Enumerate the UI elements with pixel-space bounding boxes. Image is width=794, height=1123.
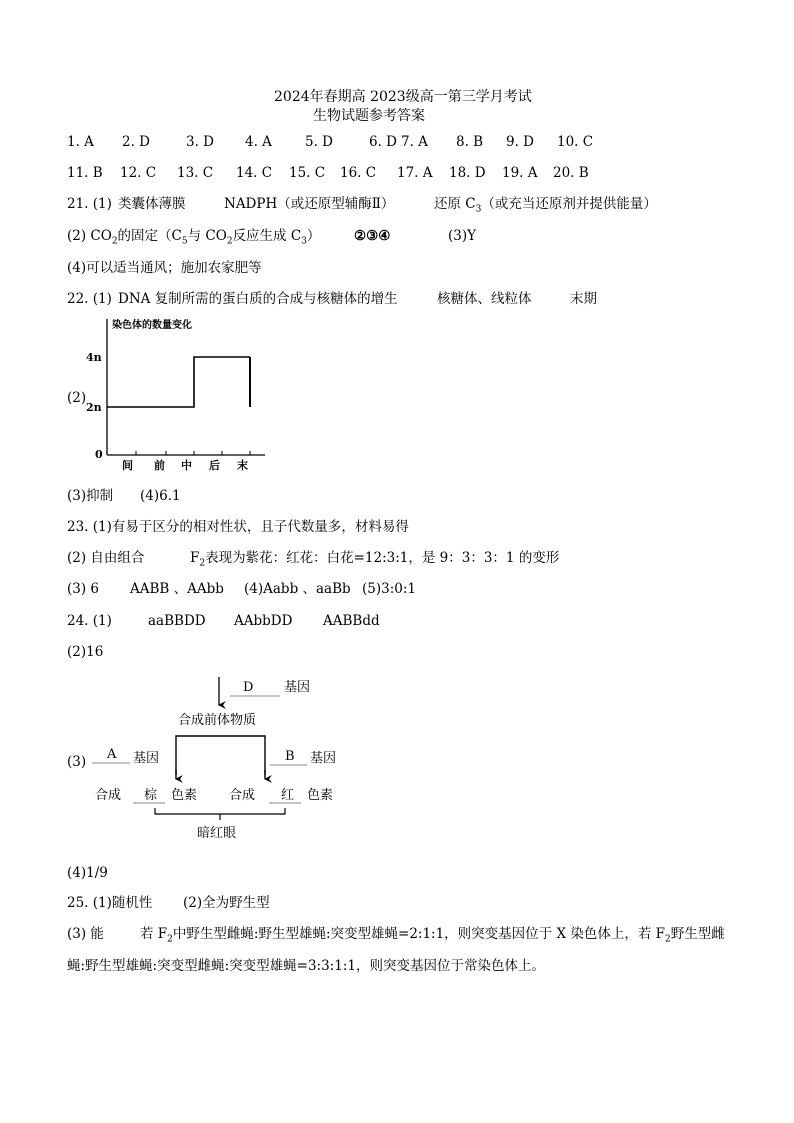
q24-part1-answer-a: aaBBDD bbox=[148, 613, 206, 629]
b-gene-label: 基因 bbox=[310, 751, 337, 766]
q24-part3-label: (3) bbox=[67, 754, 87, 770]
mc-answer-item: 15. C bbox=[289, 165, 326, 181]
exam-subtitle: 生物试题参考答案 bbox=[313, 108, 425, 124]
left-pigment-label: 色素 bbox=[171, 788, 198, 803]
q21-part1-number: 21. (1) bbox=[67, 196, 112, 212]
x-tick-label-4: 末 bbox=[237, 459, 248, 472]
b-gene-letter: B bbox=[285, 749, 295, 764]
q22-part3-answer: (3)抑制 bbox=[67, 488, 114, 504]
q22-part1-answer-a: DNA 复制所需的蛋白质的合成与核糖体的增生 bbox=[118, 291, 398, 307]
mc-answer-item: 7. A bbox=[401, 134, 428, 150]
q23-part2-answer-a: (2) 自由组合 bbox=[67, 550, 145, 566]
series-line bbox=[107, 357, 250, 407]
q25-part2-answer: (2)全为野生型 bbox=[183, 895, 270, 911]
d-gene-label: 基因 bbox=[284, 680, 311, 695]
mc-answer-item: 19. A bbox=[502, 165, 538, 181]
q21-part1-answer-b: NADPH（或还原型辅酶Ⅱ） bbox=[224, 196, 395, 212]
mc-answer-item: 14. C bbox=[236, 165, 273, 181]
combine-bracket bbox=[155, 808, 285, 820]
q21-part4-answer: (4)可以适当通风；施加农家肥等 bbox=[67, 260, 262, 276]
q21-part1-answer-a: 类囊体薄膜 bbox=[118, 196, 186, 212]
eye-color-pathway-diagram bbox=[85, 675, 365, 845]
mc-answer-item: 17. A bbox=[397, 165, 433, 181]
q23-part1-answer: 23. (1)有易于区分的相对性状，且子代数量多，材料易得 bbox=[67, 519, 409, 535]
q22-part4-answer: (4)6.1 bbox=[140, 488, 181, 504]
q24-part2-answer: (2)16 bbox=[67, 644, 104, 660]
q22-part2-label: (2) bbox=[67, 390, 87, 406]
result-label: 暗红眼 bbox=[197, 826, 237, 841]
right-synthesis-label: 合成 bbox=[229, 788, 256, 803]
right-color-answer: 红 bbox=[281, 788, 295, 803]
q22-part1-answer-b: 核糖体、线粒体 bbox=[437, 291, 532, 307]
q23-part3-answer-b: AABB 、AAbb bbox=[130, 581, 224, 597]
precursor-label: 合成前体物质 bbox=[178, 713, 257, 728]
a-gene-letter: A bbox=[107, 747, 117, 762]
q23-part4-answer: (4)Aabb 、aaBb bbox=[244, 581, 351, 597]
chromosome-count-chart bbox=[82, 313, 272, 473]
mc-answer-item: 9. D bbox=[506, 134, 534, 150]
q24-part4-answer: (4)1/9 bbox=[67, 865, 108, 881]
q22-part1-number: 22. (1) bbox=[67, 291, 112, 307]
mc-answer-item: 20. B bbox=[553, 165, 589, 181]
q25-part3-answer-b: 若 $F_2$中野生型雌蝇:野生型雄蝇:突变型雄蝇=2:1:1，则突变基因位于 X 染色体上，若 $F_2$野生型雌 bbox=[140, 926, 725, 945]
q21-part2-answer-a: (2) $CO_2$的固定（$C_5$与 $CO_2$反应生成 $C_3$） bbox=[67, 228, 321, 247]
q21-part2-answer-b: ②③④ bbox=[354, 228, 391, 244]
left-synthesis-label: 合成 bbox=[95, 788, 122, 803]
mc-answer-item: 10. C bbox=[557, 134, 594, 150]
y-tick-2n: 2n bbox=[86, 401, 102, 414]
mc-answer-item: 1. A bbox=[67, 134, 94, 150]
mc-answer-item: 8. B bbox=[456, 134, 484, 150]
q25-part1-answer: 25. (1)随机性 bbox=[67, 895, 153, 911]
q22-part1-answer-c: 末期 bbox=[570, 291, 597, 307]
q24-part1-answer-b: AAbbDD bbox=[234, 613, 293, 629]
mc-answer-item: 4. A bbox=[245, 134, 272, 150]
mc-answer-item: 3. D bbox=[186, 134, 214, 150]
q21-part1-answer-c: 还原 $C_3$（或充当还原剂并提供能量） bbox=[434, 196, 657, 215]
q23-part3-answer-a: (3) 6 bbox=[67, 581, 100, 597]
x-tick-label-1: 前 bbox=[154, 459, 165, 472]
q21-part3-answer: (3)Y bbox=[448, 228, 477, 244]
mc-answer-item: 2. D bbox=[122, 134, 150, 150]
q23-part5-answer: (5)3:0:1 bbox=[362, 581, 416, 597]
mc-answer-item: 11. B bbox=[67, 165, 103, 181]
mc-answer-item: 12. C bbox=[120, 165, 157, 181]
a-gene-label: 基因 bbox=[133, 751, 160, 766]
y-tick-4n: 4n bbox=[86, 351, 102, 364]
exam-title: 2024年春期高 2023级高一第三学月考试 bbox=[274, 89, 532, 105]
x-tick-labels bbox=[122, 458, 248, 472]
x-tick-label-0: 间 bbox=[122, 459, 133, 472]
chart-title: 染色体的数量变化 bbox=[112, 320, 192, 331]
x-tick-label-3: 后 bbox=[209, 459, 220, 472]
q25-part3-answer-cont: 蝇:野生型雄蝇:突变型雌蝇:突变型雄蝇=3:3:1:1，则突变基因位于常染色体上。 bbox=[67, 958, 545, 974]
q24-part1-number: 24. (1) bbox=[67, 613, 112, 629]
mc-answer-item: 18. D bbox=[449, 165, 486, 181]
q25-part3-answer-a: (3) 能 bbox=[67, 926, 104, 942]
mc-answer-item: 6. D bbox=[369, 134, 397, 150]
mc-answer-item: 16. C bbox=[340, 165, 377, 181]
y-tick-0: 0 bbox=[95, 448, 103, 461]
mc-answer-item: 13. C bbox=[177, 165, 214, 181]
mc-answer-item: 5. D bbox=[305, 134, 333, 150]
q23-part2-answer-b: $F_2$表现为紫花：红花：白花=12:3:1，是 9：3：3：1 的变形 bbox=[190, 550, 560, 569]
left-color-answer: 棕 bbox=[144, 788, 158, 803]
q24-part1-answer-c: AABBdd bbox=[323, 613, 380, 629]
d-gene-letter: D bbox=[243, 680, 254, 695]
right-pigment-label: 色素 bbox=[307, 788, 334, 803]
pathway-branch bbox=[176, 736, 265, 775]
x-tick-label-2: 中 bbox=[181, 459, 192, 472]
